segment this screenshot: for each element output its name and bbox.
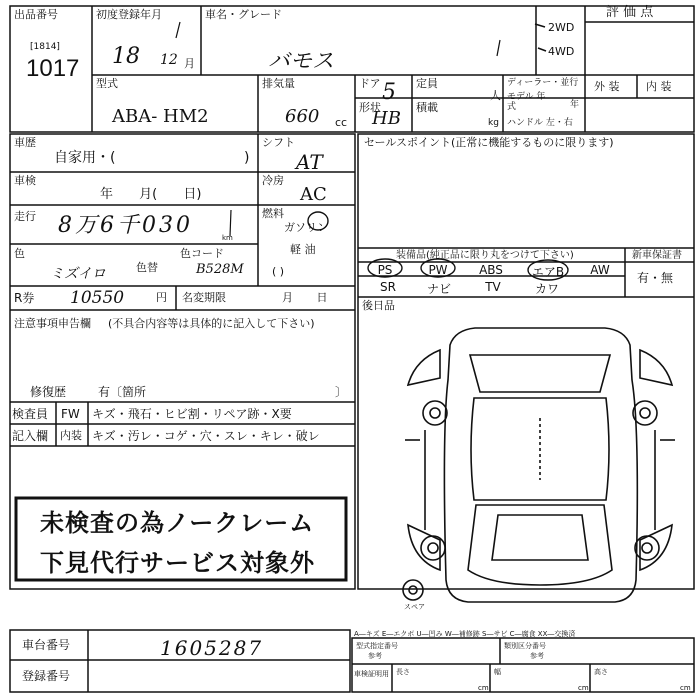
model-year-label: モデル 年式: [507, 92, 546, 112]
history-value: 自家用・(: [54, 150, 116, 166]
equip-aw: AW: [590, 263, 610, 277]
notice-line-1: 未検査の為ノークレーム: [40, 509, 315, 537]
capacity-unit: 人: [490, 89, 501, 102]
equip-leather: カワ: [534, 282, 559, 296]
year-unit: 年: [570, 100, 580, 110]
chassis-value: 1605287: [160, 636, 264, 660]
warranty-label: 新車保証書: [632, 250, 682, 261]
notes-label: 注意事項申告欄: [14, 317, 91, 330]
shift-label: シフト: [262, 136, 295, 149]
chassis-label: 車台番号: [22, 638, 71, 652]
dealer-label: ディーラー・並行: [507, 78, 579, 88]
mileage-value: 8万6千030: [58, 213, 193, 238]
equipment-label: 装備品(純正品に限り丸をつけて下さい): [396, 250, 574, 261]
name-change-value: 月 日: [282, 291, 328, 304]
length-unit: cm: [478, 684, 489, 692]
model-label: 型式: [96, 77, 118, 90]
kg-unit: kg: [488, 118, 499, 128]
repair-close: 〕: [335, 385, 348, 399]
lot-number-label: 出品番号: [14, 8, 58, 21]
name-change-label: 名変期限: [182, 291, 226, 304]
ac-label: 冷房: [262, 174, 284, 187]
type-cert-label: 型式指定番号: [356, 642, 398, 650]
recycle-unit: 円: [156, 291, 167, 304]
color-code-label: 色コード: [180, 247, 224, 260]
fw-items: キズ・飛石・ヒビ割・リペア跡・X要: [92, 407, 292, 421]
shape-value: HB: [372, 108, 401, 129]
sales-point-label: セールスポイント(正常に機能するものに限ります): [364, 136, 614, 149]
door-value: 5: [382, 80, 396, 105]
month-unit: 月: [184, 57, 195, 70]
recycle-value: 10550: [70, 288, 125, 308]
lot-number: 1017: [26, 55, 80, 82]
fw-label: FW: [61, 407, 80, 421]
spare-label: スペア: [404, 603, 425, 611]
first-registration-year: 18: [112, 44, 140, 69]
color-label: 色: [14, 247, 25, 260]
lot-id: [1814]: [30, 42, 60, 52]
mileage-label: 走行: [14, 210, 36, 223]
shift-value: AT: [296, 150, 323, 174]
interior-items: キズ・汚レ・コゲ・穴・スレ・キレ・破レ: [92, 429, 320, 443]
cc-unit: cc: [335, 116, 348, 129]
notes-hint: (不具合内容等は具体的に記入して下さい): [108, 317, 315, 330]
rating-label: 評 価 点: [606, 5, 654, 20]
repair-value: 有〔箇所: [98, 385, 147, 399]
handle-label: ハンドル 左・右: [507, 118, 573, 128]
capacity-label: 定員: [416, 77, 438, 90]
km-unit: km: [222, 234, 233, 242]
damage-legend: A―キズ E―エクボ U―凹み W―補修跡 S―サビ C―腐食 XX―交換済: [354, 630, 576, 638]
recycle-label: R券: [14, 291, 35, 305]
door-label: ドア: [359, 77, 381, 90]
displacement-label: 排気量: [262, 77, 295, 90]
first-registration-month: 12: [160, 52, 178, 68]
inspector-label: 検査員: [12, 407, 49, 421]
after-fit-label: 後日品: [362, 299, 395, 312]
equip-ps: PS: [377, 263, 393, 277]
equip-abs: ABS: [479, 263, 503, 277]
equip-tv: TV: [485, 280, 501, 294]
load-label: 積載: [416, 101, 438, 114]
class-number-ref: 参考: [530, 652, 544, 660]
history-label: 車歴: [14, 136, 36, 149]
equip-navi: ナビ: [426, 282, 451, 296]
drive-2wd: 2WD: [548, 21, 575, 34]
car-name: バモス: [268, 49, 335, 74]
displacement-value: 660: [285, 106, 320, 127]
exterior-label: 外 装: [594, 80, 620, 93]
interior-row-label: 内装: [60, 429, 82, 442]
color-change-label: 色替: [136, 261, 158, 274]
entry-label: 記入欄: [12, 429, 49, 443]
notice-line-2: 下見代行サービス対象外: [40, 549, 315, 577]
width-unit: cm: [578, 684, 589, 692]
height-label: 高さ: [594, 668, 608, 676]
color-code-value: B528M: [196, 262, 244, 277]
width-label: 幅: [494, 668, 501, 676]
fuel-gasoline: ガソリン: [284, 221, 328, 234]
repair-label: 修復歴: [30, 385, 67, 399]
shaken-label: 車検: [14, 174, 36, 187]
height-unit: cm: [680, 684, 691, 692]
class-number-label: 類別区分番号: [504, 642, 546, 650]
equip-pw: PW: [428, 263, 448, 277]
equip-airbag: エアB: [531, 265, 565, 279]
length-label: 長さ: [396, 668, 410, 676]
first-registration-label: 初度登録年月: [96, 8, 162, 21]
ac-value: AC: [300, 184, 327, 205]
type-cert-ref: 参考: [368, 652, 382, 660]
fuel-other: ( ): [272, 265, 285, 278]
registration-number-label: 登録番号: [22, 669, 71, 683]
body-cert-label: 車検証明用: [354, 670, 389, 678]
name-grade-label: 車名・グレード: [205, 8, 282, 21]
fuel-diesel: 軽 油: [290, 243, 316, 256]
equip-sr: SR: [380, 280, 396, 294]
history-close: ): [244, 150, 250, 166]
interior-label: 内 装: [646, 80, 672, 93]
shaken-value: 年 月( 日): [100, 187, 202, 202]
warranty-value: 有・無: [637, 271, 674, 285]
color-value: ミズイロ: [50, 266, 106, 282]
model-value: ABA- HM2: [112, 106, 209, 127]
shape-label: 形状: [359, 101, 381, 114]
car-diagram: [403, 328, 675, 602]
drive-4wd: 4WD: [548, 45, 575, 58]
fuel-label: 燃料: [262, 207, 284, 220]
